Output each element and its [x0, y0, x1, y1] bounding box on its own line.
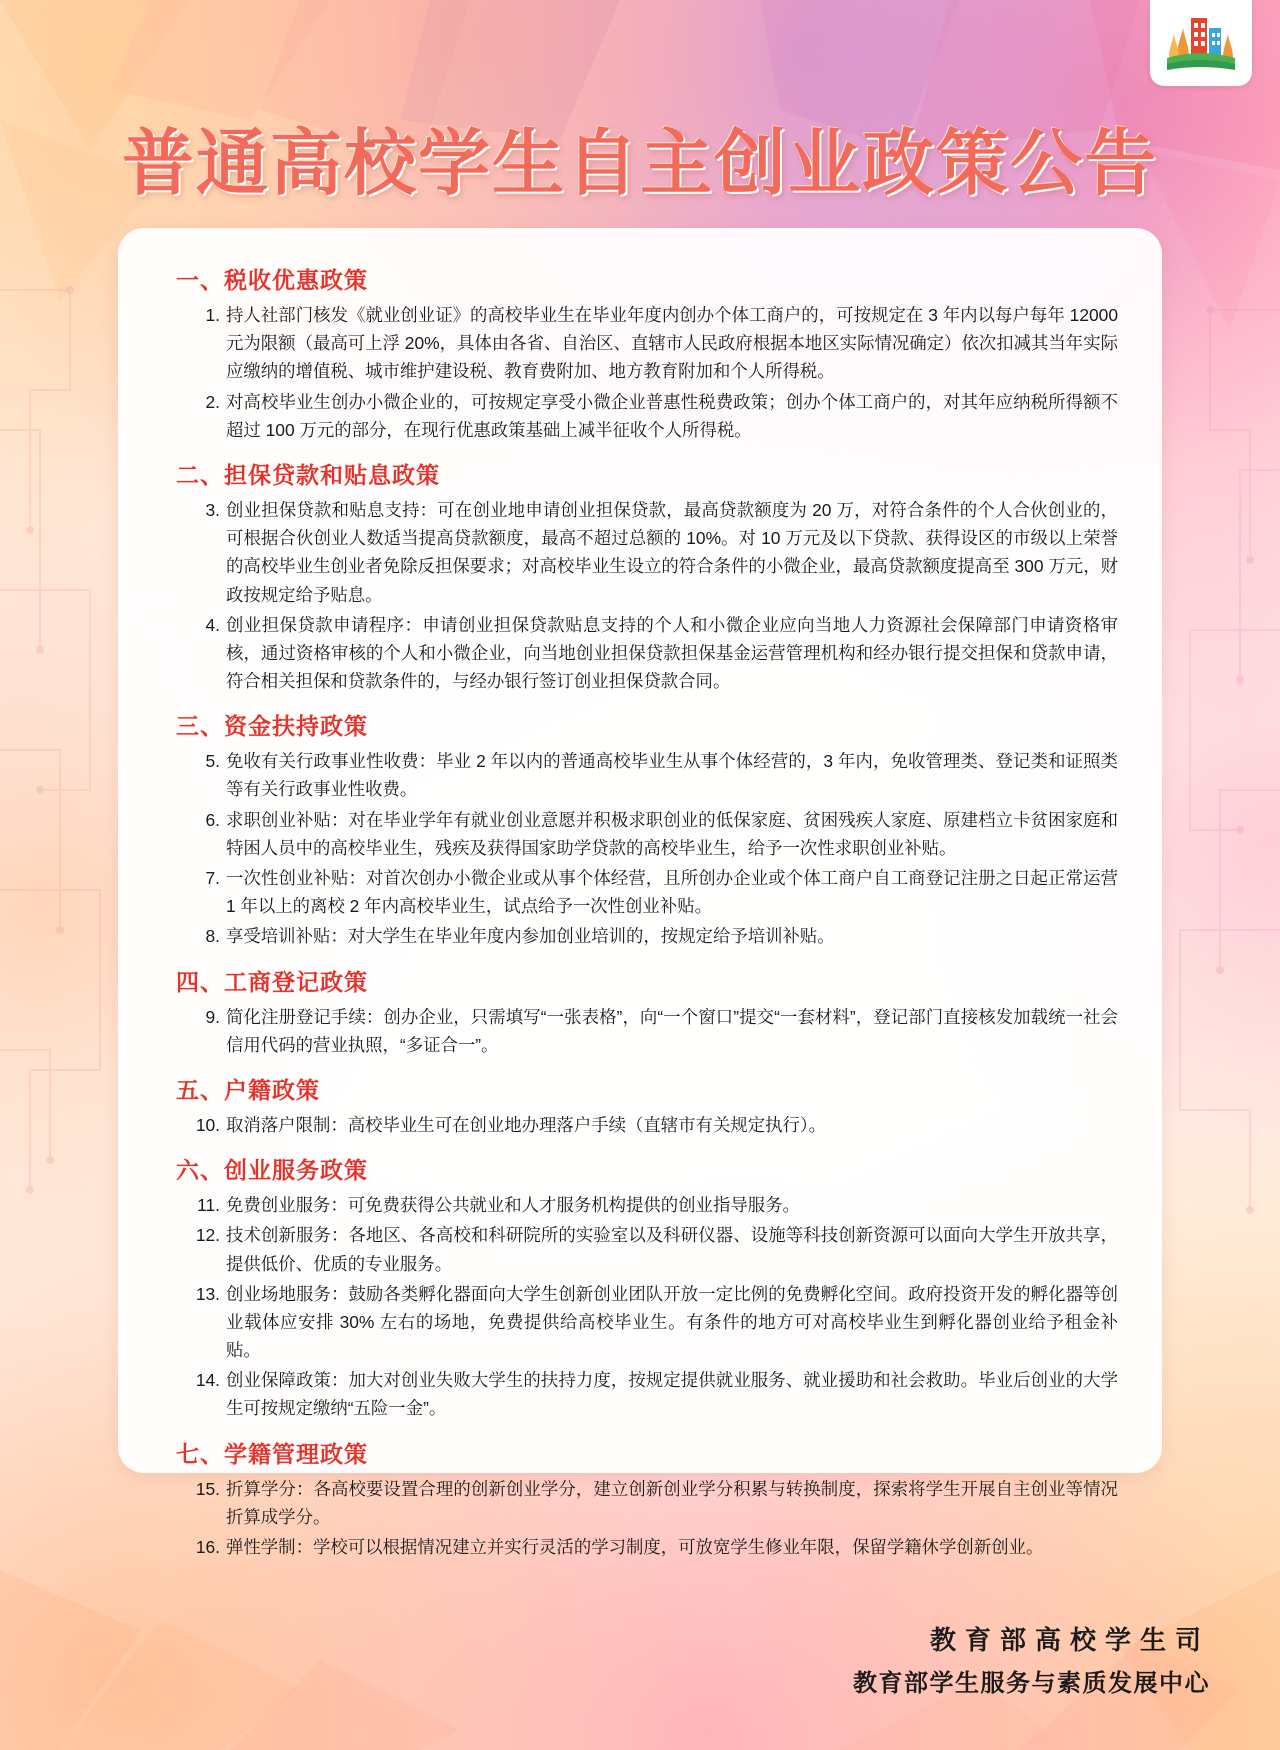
authority-line-2: 教育部学生服务与素质发展中心 — [853, 1669, 1210, 1697]
item-number: 1. — [205, 305, 220, 325]
item-number: 5. — [205, 751, 220, 772]
item-text: 一次性创业补贴：对首次创办小微企业或从事个体经营，且所创办企业或个体工商户自工商登记注册之日起正常运营 1 年以上的离校 2 年内高校毕业生，试点给予一次性创业补贴。 — [226, 868, 1118, 917]
list-item — [162, 922, 1118, 950]
list-item — [162, 1366, 1118, 1422]
list-item — [162, 864, 1118, 920]
item-text: 弹性学制：学校可以根据情况建立并实行灵活的学习制度，可放宽学生修业年限，保留学籍休学创新创业。 — [226, 1537, 1044, 1557]
list-item — [162, 1191, 1118, 1219]
item-number: 2. — [205, 391, 220, 412]
circuit-decoration-left — [0, 230, 130, 1230]
section-heading: 六、创业服务政策 — [176, 1158, 368, 1185]
list-item — [162, 1475, 1118, 1531]
item-number: 10. — [195, 1114, 220, 1135]
section-items — [162, 1475, 1118, 1562]
section-funding-support — [162, 708, 1118, 950]
policy-card — [118, 228, 1162, 1557]
section-student-status — [162, 1436, 1118, 1562]
circuit-decoration-right — [1150, 230, 1280, 1230]
section-items — [162, 1111, 1118, 1139]
item-text: 创业担保贷款申请程序：申请创业担保贷款贴息支持的个人和小微企业应向当地人力资源社会保障部门申请资格审核，通过资格审核的个人和小微企业，向当地创业担保贷款担保基金运营管理机构和经办银行提交担保和贷款申请，符合相关担保和贷款条件的，与经办银行签订创业担保贷款合同。 — [226, 614, 1118, 692]
section-items — [162, 301, 1118, 444]
item-text: 求职创业补贴：对在毕业学年有就业创业意愿并积极求职创业的低保家庭、贫困残疾人家庭、原建档立卡贫困家庭和特困人员中的高校毕业生，残疾及获得国家助学贷款的高校毕业生，给予一次性求职创业补贴。 — [226, 809, 1118, 858]
section-tax-policy — [162, 262, 1118, 444]
item-number: 7. — [205, 868, 220, 888]
item-text: 创业保障政策：加大对创业失败大学生的扶持力度，按规定提供就业服务、就业援助和社会救助。毕业后创业的大学生可按规定缴纳“五险一金”。 — [226, 1370, 1118, 1419]
section-heading: 五、户籍政策 — [176, 1077, 320, 1104]
section-business-registration — [162, 964, 1118, 1059]
ministry-emblem-logo — [1165, 12, 1237, 74]
item-number: 11. — [197, 1195, 220, 1216]
list-item — [162, 747, 1118, 803]
item-number: 14. — [195, 1370, 220, 1391]
section-items — [162, 747, 1118, 950]
item-text: 创业担保贷款和贴息支持：可在创业地申请创业担保贷款，最高贷款额度为 20 万，对符合条件的个人合伙创业的，可根据合伙创业人数适当提高贷款额度，最高不超过总额的 10%。对 10 万元及以下贷款、获得设区的市级以上荣誉的高校毕业生创业者免除反担保要求；对高校毕业生设立的符合条件的小微企业，最高贷款额度提高至 300 万元，财政按规定给予贴息。 — [226, 499, 1118, 605]
item-text: 取消落户限制：高校毕业生可在创业地办理落户手续（直辖市有关规定执行）。 — [226, 1114, 826, 1135]
item-text: 持人社部门核发《就业创业证》的高校毕业生在毕业年度内创办个体工商户的，可按规定在 3 年内以每户每年 12000 元为限额（最高可上浮 20%，具体由各省、自治区、直辖市人民政府根据本地区实际情况确定）依次扣减其当年实际应缴纳的增值税、城市维护建设税、教育费附加、地方教育附加和个人所得税。 — [226, 305, 1118, 382]
item-text: 享受培训补贴：对大学生在毕业年度内参加创业培训的，按规定给予培训补贴。 — [226, 926, 835, 947]
section-items — [162, 1191, 1118, 1423]
item-text: 对高校毕业生创办小微企业的，可按规定享受小微企业普惠性税费政策；创办个体工商户的，对其年应纳税所得额不超过 100 万元的部分，在现行优惠政策基础上减半征收个人所得税。 — [226, 391, 1118, 440]
section-heading: 二、担保贷款和贴息政策 — [176, 462, 440, 489]
item-number: 3. — [205, 499, 220, 520]
item-text: 简化注册登记手续：创办企业，只需填写“一张表格”，向“一个窗口”提交“一套材料”，登记部门直接核发加载统一社会信用代码的营业执照，“多证合一”。 — [226, 1006, 1118, 1055]
section-items — [162, 496, 1118, 695]
list-item — [162, 1221, 1118, 1277]
logo-container — [1150, 0, 1252, 86]
section-heading: 三、资金扶持政策 — [176, 714, 368, 741]
list-item — [162, 1280, 1118, 1365]
item-text: 折算学分：各高校要设置合理的创新创业学分，建立创新创业学分积累与转换制度，探索将学生开展自主创业等情况折算成学分。 — [226, 1478, 1118, 1527]
item-number: 16. — [195, 1537, 220, 1557]
item-text: 创业场地服务：鼓励各类孵化器面向大学生创新创业团队开放一定比例的免费孵化空间。政府投资开发的孵化器等创业载体应安排 30% 左右的场地，免费提供给高校毕业生。有条件的地方可对高校毕业生到孵化器创业给予租金补贴。 — [226, 1283, 1118, 1361]
item-number: 12. — [195, 1225, 220, 1246]
list-item — [162, 806, 1118, 862]
section-household-registration — [162, 1072, 1118, 1139]
item-number: 13. — [195, 1283, 220, 1304]
section-startup-services — [162, 1152, 1118, 1423]
authority-line-1: 教育部高校学生司 — [929, 1626, 1210, 1656]
section-loan-policy — [162, 457, 1118, 695]
item-text: 免收有关行政事业性收费：毕业 2 年以内的普通高校毕业生从事个体经营的，3 年内，免收管理类、登记类和证照类等有关行政事业性收费。 — [226, 751, 1118, 800]
section-heading: 四、工商登记政策 — [176, 969, 368, 996]
list-item — [162, 1003, 1118, 1059]
item-text: 免费创业服务：可免费获得公共就业和人才服务机构提供的创业指导服务。 — [226, 1195, 800, 1216]
item-number: 8. — [205, 926, 220, 947]
item-number: 9. — [205, 1006, 220, 1027]
list-item — [162, 1111, 1118, 1139]
item-number: 6. — [205, 809, 220, 830]
item-number: 4. — [205, 614, 220, 635]
section-items — [162, 1003, 1118, 1059]
list-item — [162, 388, 1118, 444]
list-item — [162, 611, 1118, 696]
issuing-authority — [853, 1620, 1210, 1698]
page-title: 普通高校学生自主创业政策公告 — [121, 121, 1158, 205]
section-heading: 七、学籍管理政策 — [176, 1441, 368, 1468]
item-text: 技术创新服务：各地区、各高校和科研院所的实验室以及科研仪器、设施等科技创新资源可以面向大学生开放共享，提供低价、优质的专业服务。 — [226, 1225, 1118, 1274]
list-item — [162, 301, 1118, 386]
section-heading: 一、税收优惠政策 — [176, 268, 368, 294]
item-number: 15. — [195, 1478, 220, 1499]
list-item — [162, 496, 1118, 609]
list-item — [162, 1533, 1118, 1561]
